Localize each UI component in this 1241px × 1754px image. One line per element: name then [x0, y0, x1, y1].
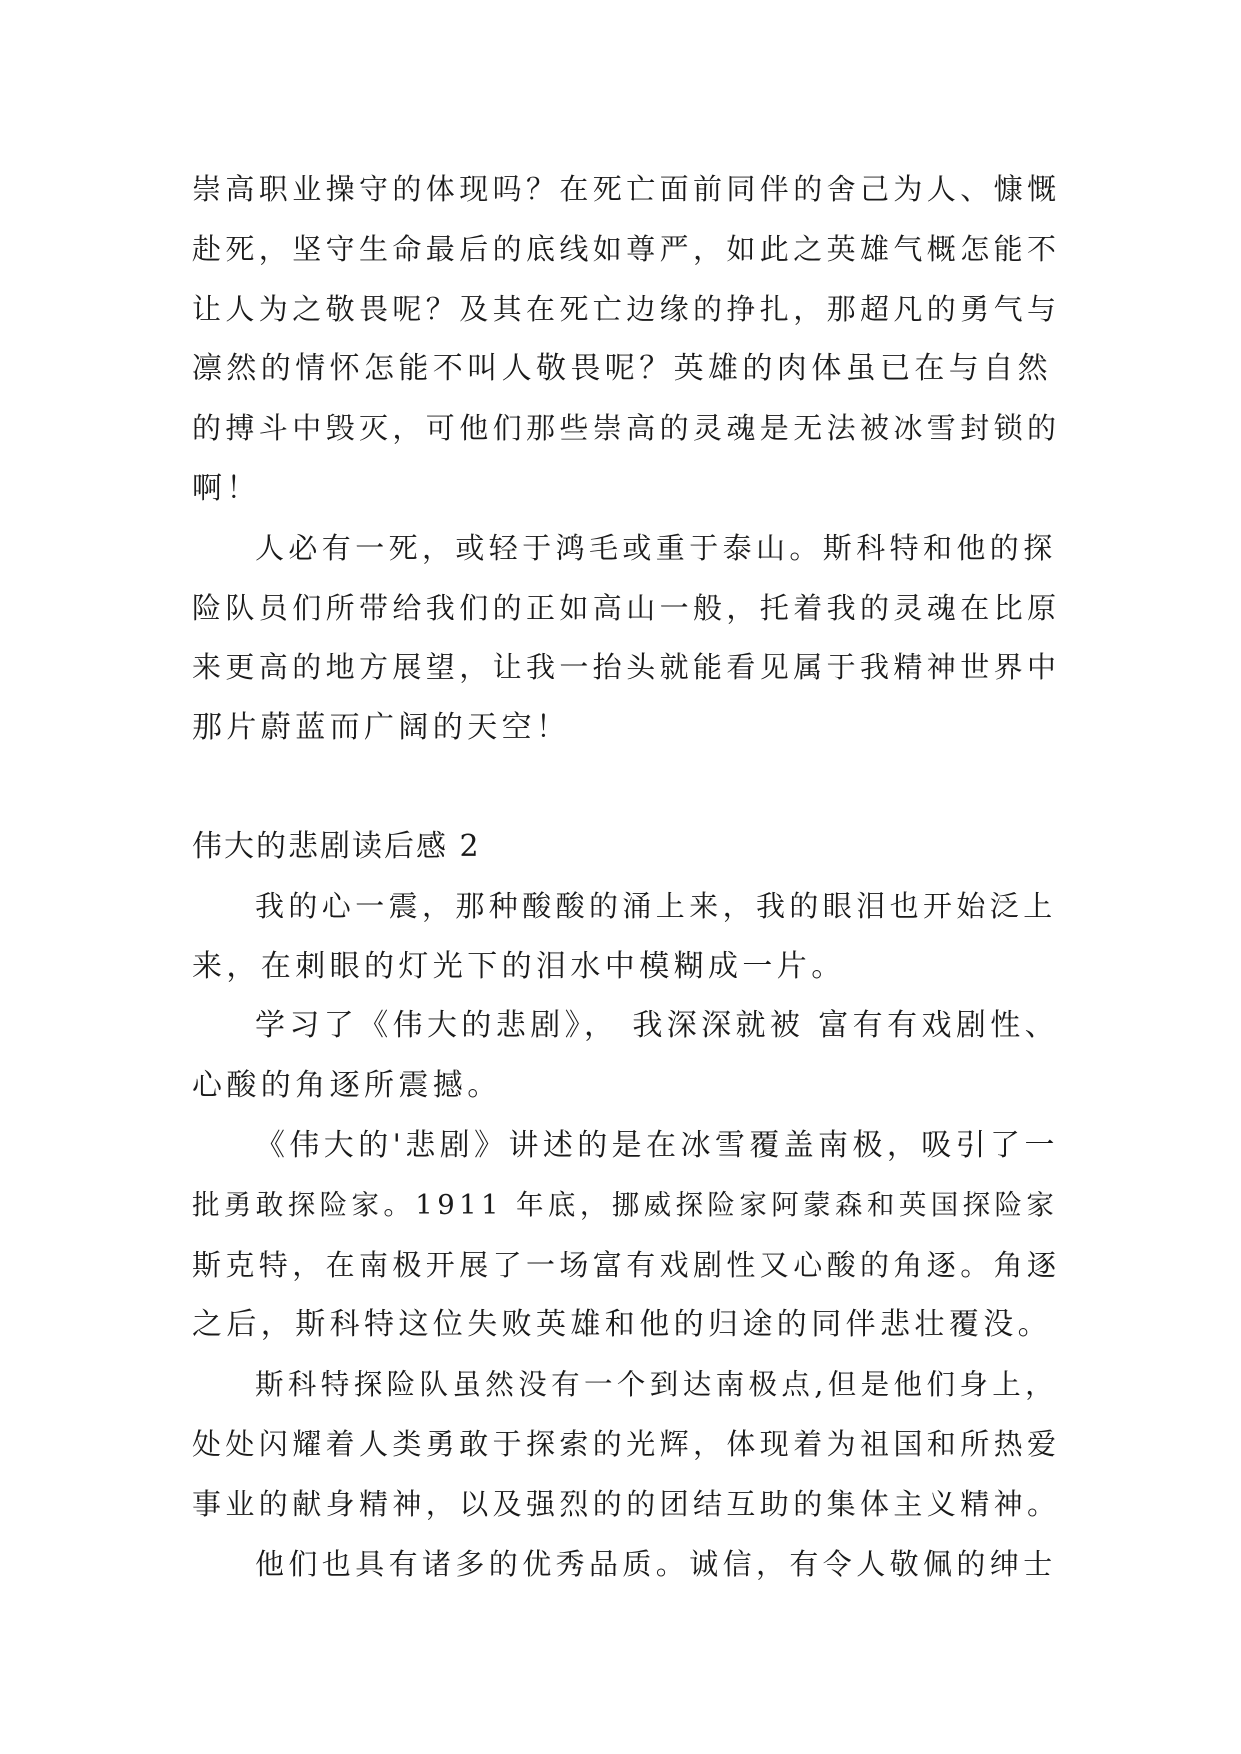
- text-line: 崇高职业操守的体现吗？在死亡面前同伴的舍己为人、慷慨: [192, 172, 1061, 206]
- text-line: 我的心一震，那种酸酸的涌上来，我的眼泪也开始泛上: [255, 888, 1057, 923]
- text-line: 人必有一死，或轻于鸿毛或重于泰山。斯科特和他的探: [255, 530, 1057, 565]
- text-line: 事业的献身精神，以及强烈的的团结互助的集体主义精神。: [192, 1486, 1061, 1521]
- text-line: 批勇敢探险家。1911 年底，挪威探险家阿蒙森和英国探险家: [192, 1188, 1059, 1221]
- text-line: 来，在刺眼的灯光下的泪水中模糊成一片。: [192, 948, 846, 984]
- paragraph: [192, 1355, 1062, 1534]
- paragraph: [192, 996, 1062, 1116]
- text-line: 《伟大的'悲剧》讲述的是在冰雪覆盖南极，吸引了一: [255, 1127, 1059, 1163]
- text-line: 的搏斗中毁灭，可他们那些崇高的灵魂是无法被冰雪封锁的: [192, 411, 1061, 446]
- section-gap: [192, 758, 1062, 817]
- text-line: 险队员们所带给我们的正如高山一般，托着我的灵魂在比原: [192, 590, 1061, 625]
- paragraph: [192, 1535, 1062, 1595]
- text-line: 啊！: [192, 470, 261, 506]
- text-line: 斯克特，在南极开展了一场富有戏剧性又心酸的角逐。角逐: [192, 1247, 1061, 1282]
- section-heading: 伟大的悲剧读后感 2: [192, 828, 481, 864]
- text-line: 心酸的角逐所震撼。: [192, 1068, 502, 1104]
- text-line: 凛然的情怀怎能不叫人敬畏呢？英雄的肉体虽已在与自然: [192, 351, 1052, 387]
- text-line: 斯科特探险队虽然没有一个到达南极点,但是他们身上，: [255, 1368, 1059, 1402]
- text-line: 处处闪耀着人类勇敢于探索的光辉，体现着为祖国和所热爱: [192, 1426, 1061, 1461]
- text-line: 之后，斯科特这位失败英雄和他的归途的同伴悲壮覆没。: [192, 1307, 1052, 1343]
- text-line: 学习了《伟大的悲剧》， 我深深就被 富有有戏剧性、: [255, 1008, 1060, 1044]
- text-line: 赴死，坚守生命最后的底线如尊严，如此之英雄气概怎能不: [192, 231, 1061, 266]
- text-line: 让人为之敬畏呢？及其在死亡边缘的挣扎，那超凡的勇气与: [192, 291, 1061, 326]
- text-line: 那片蔚蓝而广阔的天空！: [192, 710, 571, 746]
- paragraph-continuation: [192, 160, 1062, 519]
- text-line: 来更高的地方展望，让我一抬头就能看见属于我精神世界中: [192, 650, 1061, 685]
- paragraph: [192, 519, 1062, 758]
- paragraph: [192, 1116, 1062, 1355]
- text-line: 他们也具有诸多的优秀品质。诚信，有令人敬佩的绅士: [255, 1546, 1057, 1581]
- paragraph: [192, 877, 1062, 997]
- document-page: [192, 160, 1062, 1594]
